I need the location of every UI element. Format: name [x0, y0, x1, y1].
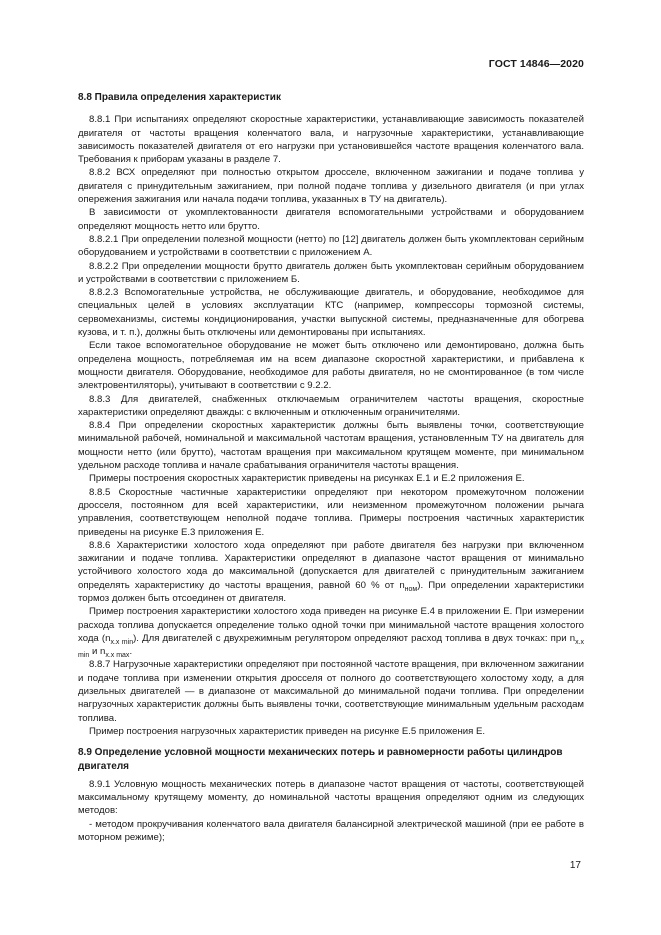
paragraph: Пример построения характеристики холостого хода приведен на рисунке Е.4 в приложении Е. При измерении расхода топлива допускается определение только одной точки при минимальной частоте вращения холостого хода $(n_{х.х min})$. Для двигателей с двухрежимным регулятором определяют расход топлива в двух точках: при $n_{х.х min}$ и $n_{х.х max}$.	[78, 606, 585, 660]
paragraph: 8.9.1 Условную мощность механических потерь в диапазоне частот вращения от частоты, соответствующей максимальному крутящему моменту, до номинальной частоты вращения определяют одним из следующих методов:	[78, 778, 584, 817]
document-code: ГОСТ 14846—2020	[488, 58, 584, 70]
paragraph: - методом прокручивания коленчатого вала двигателя балансирной электрической машиной (при ее работе в моторном режиме);	[78, 818, 584, 844]
page-number: 17	[569, 860, 581, 871]
page-body	[78, 91, 584, 844]
paragraph: 8.8.2.3 Вспомогательные устройства, не обслуживающие двигатель, и оборудование, необходимое для специальных целей в условиях эксплуатации КТС (например, компрессоры тормозной системы, сервомеханизмы, системы кондиционирования, участки выпускной системы, предназначенные для обогрева кузова, и т. п.), должны быть отключены или демонтированы при испытаниях.	[78, 287, 584, 339]
section-8-9-body	[78, 778, 584, 844]
paragraph: 8.8.5 Скоростные частичные характеристики определяют при некотором промежуточном положении дросселя, постоянном для всей характеристики, или неизменном промежуточном положении рычага управления, соответствующем неполной подаче топлива. Примеры построения частичных характеристик приведены на рисунке Е.3 приложения Е.	[78, 486, 584, 538]
paragraph: 8.8.3 Для двигателей, снабженных отключаемым ограничителем частоты вращения, скоростные характеристики определяют дважды: с включенным и отключенным ограничителями.	[78, 393, 584, 418]
section-heading-8-8: 8.8 Правила определения характеристик	[78, 92, 281, 103]
paragraph: 8.8.7 Нагрузочные характеристики определяют при постоянной частоте вращения, при включенном зажигании и подаче топлива при изменении открытия дросселя от полного до соответствующего холостому ходу, а для дизельных двигателей — в диапазоне от максимальной до минимальной подачи топлива. При определении нагрузочных характеристик должны быть выявлены точки, соответствующие минимальным удельным расходам топлива.	[78, 659, 584, 724]
paragraph: 8.8.1 При испытаниях определяют скоростные характеристики, устанавливающие зависимость показателей двигателя от частоты вращения коленчатого вала, и нагрузочные характеристики, устанавливающие зависимость показателей двигателя от его нагрузки при установившейся частоте вращения коленчатого вала. Требования к приборам указаны в разделе 7.	[78, 114, 584, 166]
paragraph: 8.8.2.1 При определении полезной мощности (нетто) по [12] двигатель должен быть укомплектован серийным оборудованием и устройствами в соответствии с приложением А.	[78, 233, 584, 259]
paragraph: 8.8.2 ВСХ определяют при полностью открытом дросселе, включенном зажигании и подаче топлива у двигателя с принудительным зажиганием, при полной подаче топлива у дизельного двигателя (и при углах опережения зажигания или начала подачи топлива, указанных в ТУ на двигатель).	[78, 167, 584, 206]
paragraph: В зависимости от укомплектованности двигателя вспомогательными устройствами и оборудованием определяют мощность нетто или брутто.	[78, 207, 584, 232]
paragraph: 8.8.2.2 При определении мощности брутто двигатель должен быть укомплектован серийным оборудованием и устройствами в соответствии с приложением Б.	[78, 260, 584, 285]
paragraph: Если такое вспомогательное оборудование не может быть отключено или демонтировано, должна быть определена мощность, потребляемая им на всем диапазоне скоростной характеристики, и прибавлена к мощности двигателя. Оборудование, необходимое для работы двигателя, но не смонтированное (в том числе электровентиляторы), учитывают в соответствии с 9.2.2.	[78, 340, 584, 392]
paragraph: Пример построения нагрузочных характеристик приведен на рисунке Е.5 приложения Е.	[89, 725, 486, 737]
paragraph: 8.8.4 При определении скоростных характеристик должны быть выявлены точки, соответствующие минимальной рабочей, номинальной и максимальной частотам вращения, установленным ТУ на двигатель для мощности нетто (или брутто), частотам вращения при максимальном крутящем моменте, при минимальном удельном расходе топлива и начале срабатывания ограничителя частоты вращения.	[78, 420, 584, 472]
section-8-8-body	[78, 113, 584, 738]
paragraph: 8.8.6 Характеристики холостого хода определяют при работе двигателя без нагрузки при включенном зажигании и подаче топлива. Характеристики определяют в диапазоне частот вращения от минимально устойчивого холостого хода до максимальной (допускается для двигателей с принудительным зажиганием определять характеристику до частоты вращения, равной 60 % от $n_{ном}$). При определении характеристики тормоз должен быть отсоединен от двигателя.	[78, 539, 584, 604]
paragraph: Примеры построения скоростных характеристик приведены на рисунках Е.1 и Е.2 приложения Е.	[89, 473, 525, 485]
section-heading-8-9: 8.9 Определение условной мощности механических потерь и равномерности работы цилиндров двигателя	[78, 747, 563, 772]
